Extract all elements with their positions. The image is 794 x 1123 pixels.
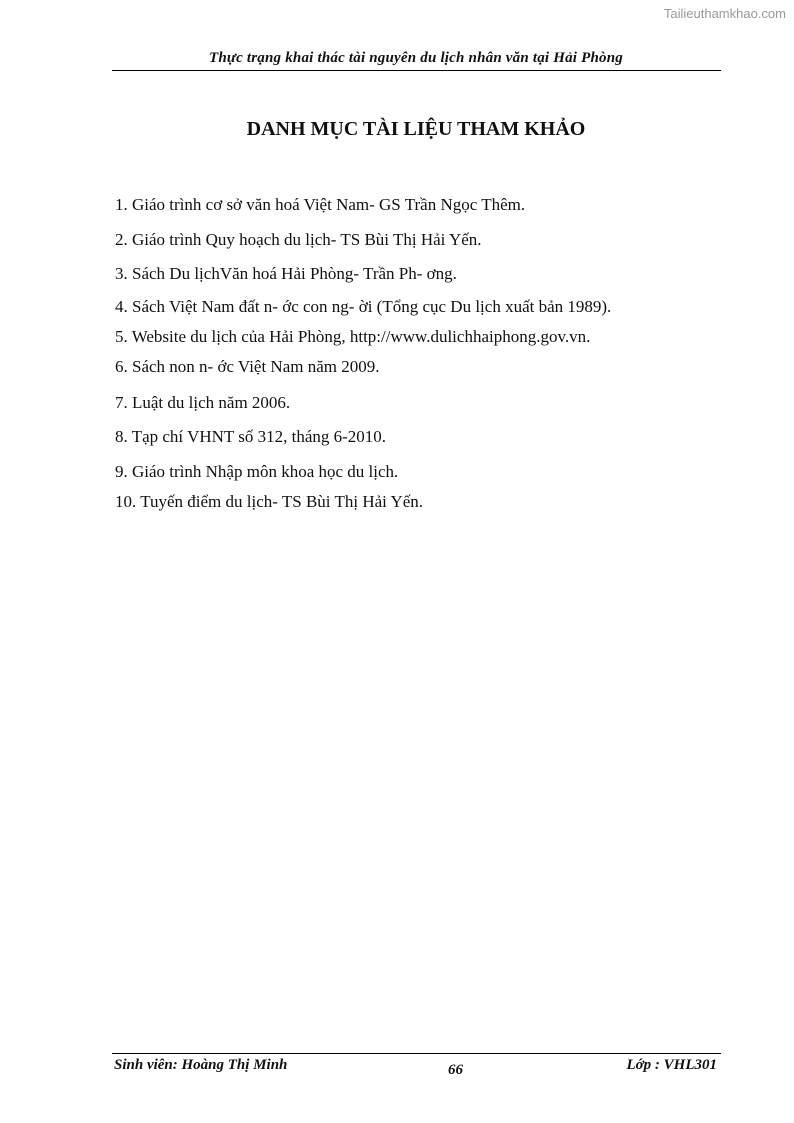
reference-item-4: 4. Sách Việt Nam đất n- ớc con ng- ời (Tổng cục Du lịch xuất bản 1989).: [115, 297, 612, 316]
header-divider: [112, 70, 721, 71]
reference-item-1: 1. Giáo trình cơ sở văn hoá Việt Nam- GS Trần Ngọc Thêm.: [115, 195, 526, 214]
page-title: DANH MỤC TÀI LIỆU THAM KHẢO: [246, 118, 586, 140]
footer-class: Lớp : VHL301: [626, 1057, 717, 1073]
reference-item-7: 7. Luật du lịch năm 2006.: [115, 393, 291, 412]
reference-item-3: 3. Sách Du lịchVăn hoá Hải Phòng- Trần Ph- ơng.: [115, 264, 457, 283]
reference-item-9: 9. Giáo trình Nhập môn khoa học du lịch.: [115, 462, 399, 481]
page-footer: [112, 1057, 721, 1079]
reference-item-8: 8. Tạp chí VHNT số 312, tháng 6-2010.: [115, 427, 387, 446]
reference-item-2: 2. Giáo trình Quy hoạch du lịch- TS Bùi Thị Hải Yến.: [115, 230, 482, 249]
running-header-title: Thực trạng khai thác tài nguyên du lịch nhân văn tại Hải Phòng: [209, 50, 623, 66]
footer-page-number: 66: [448, 1062, 463, 1078]
reference-item-5: 5. Website du lịch của Hải Phòng, http://www.dulichhaiphong.gov.vn.: [115, 327, 591, 346]
footer-divider: [112, 1053, 721, 1054]
reference-item-10: 10. Tuyến điểm du lịch- TS Bùi Thị Hải Yến.: [115, 492, 424, 511]
watermark-text: Tailieuthamkhao.com: [663, 6, 786, 21]
footer-student-name: Sinh viên: Hoàng Thị Minh: [114, 1057, 288, 1073]
reference-item-6: 6. Sách non n- ớc Việt Nam năm 2009.: [115, 357, 380, 376]
